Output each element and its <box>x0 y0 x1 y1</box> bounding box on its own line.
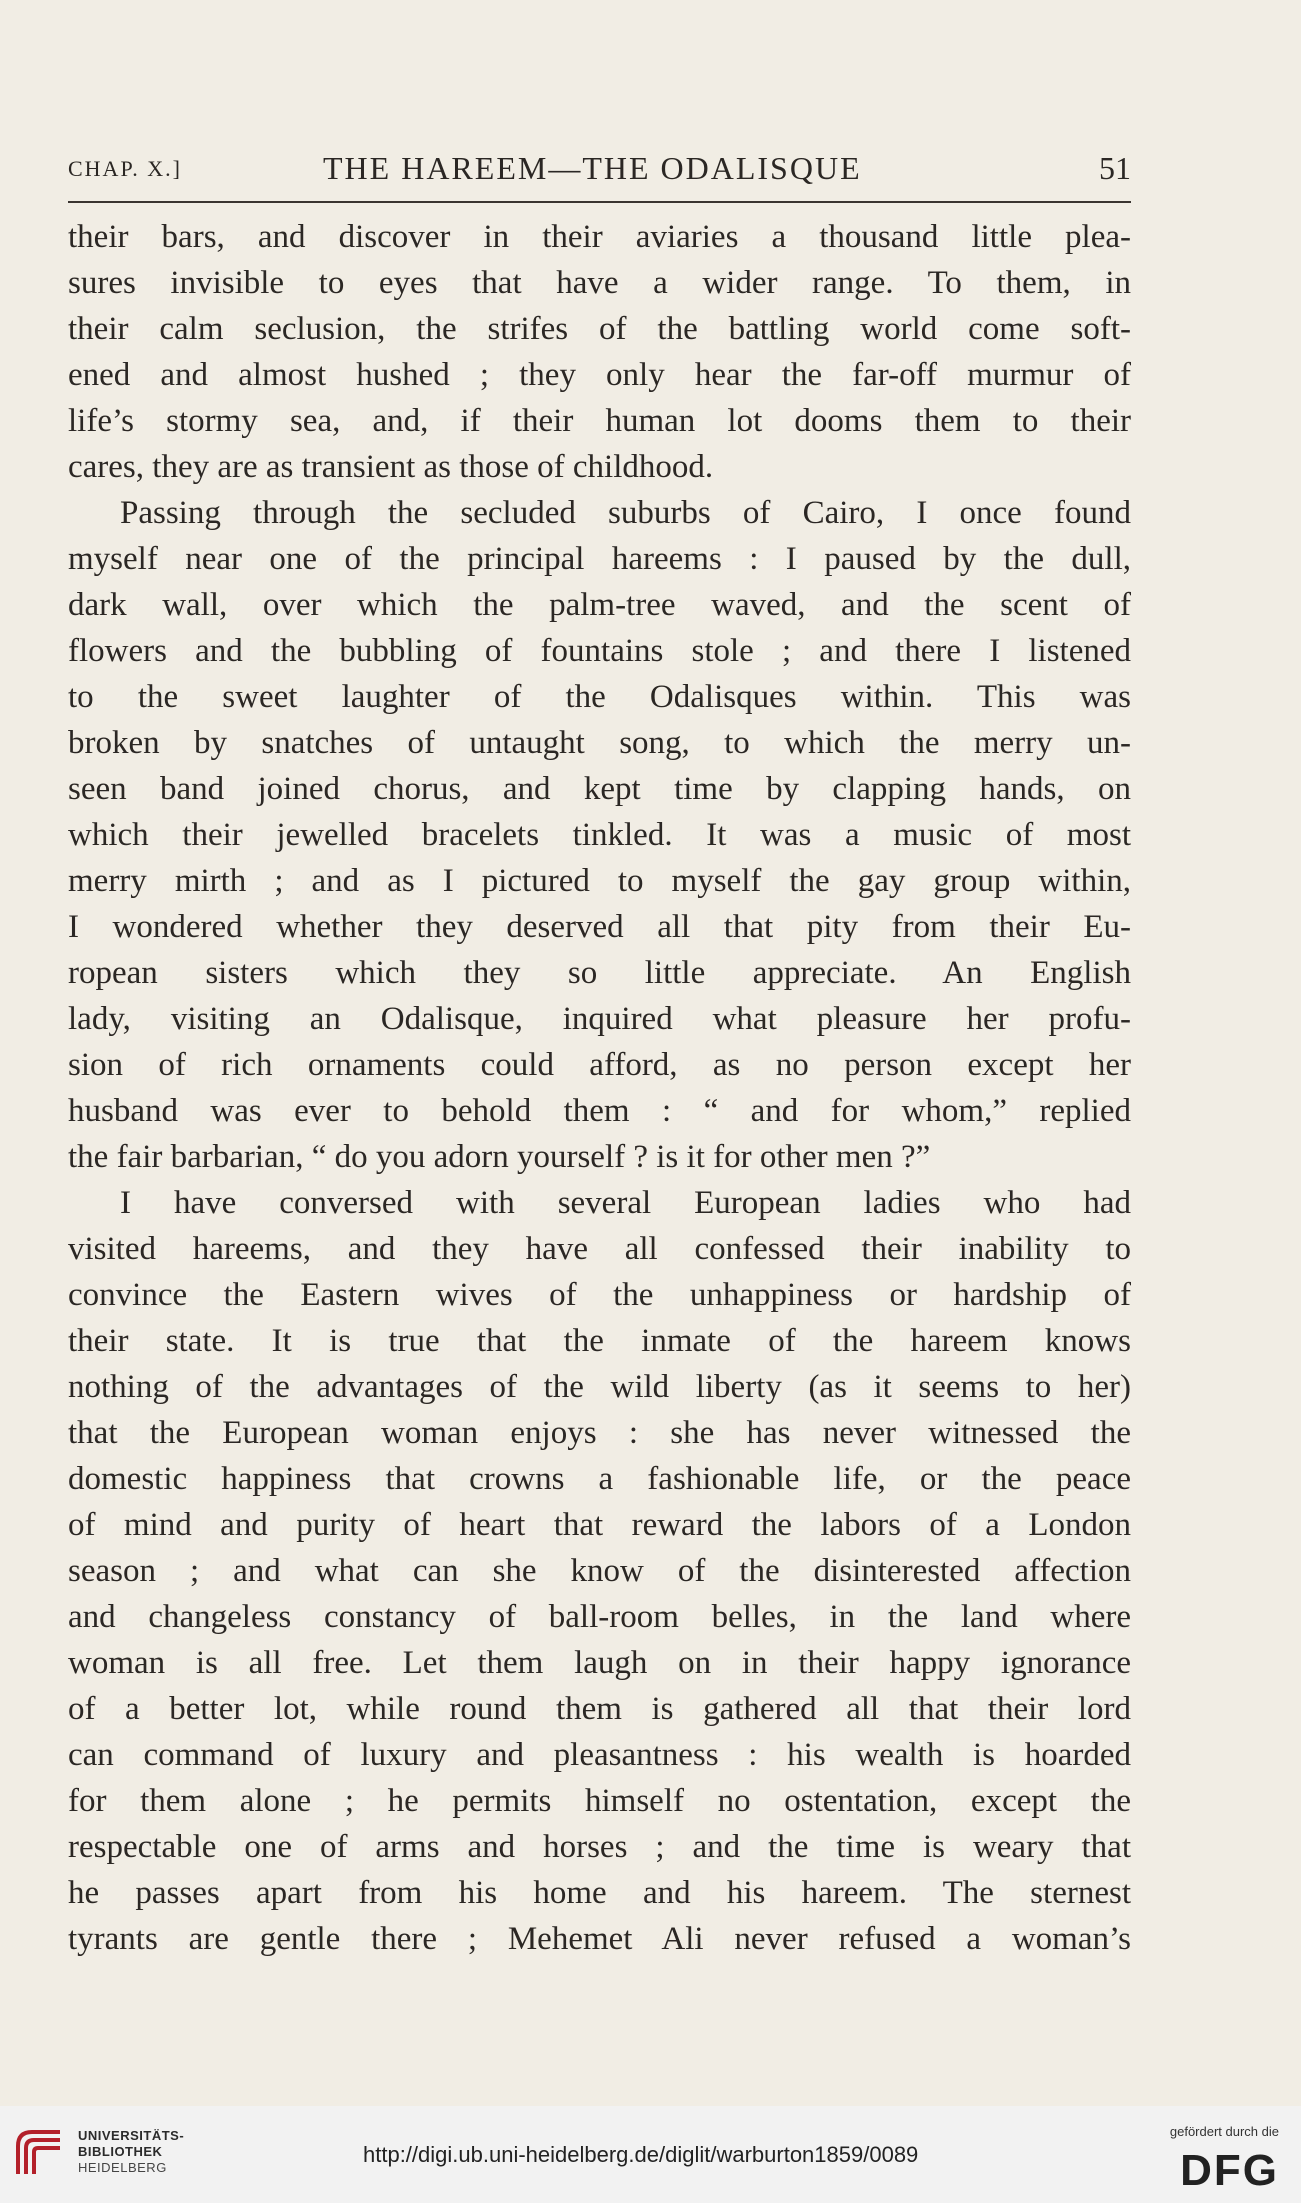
text-line: dark wall, over which the palm-tree waved, and the scent of <box>68 587 1131 623</box>
body-text <box>68 214 1131 1962</box>
header-rule <box>68 201 1131 203</box>
chapter-label: CHAP. X.] <box>68 156 182 181</box>
text-line: ropean sisters which they so little appreciate. An English <box>68 955 1131 991</box>
text-line: myself near one of the principal hareems : I paused by the dull, <box>68 541 1131 577</box>
library-name <box>78 2128 184 2176</box>
text-line: nothing of the advantages of the wild liberty (as it seems to her) <box>68 1369 1131 1405</box>
text-line: for them alone ; he permits himself no ostentation, except the <box>68 1783 1131 1819</box>
running-header <box>68 150 1131 194</box>
text-line: merry mirth ; and as I pictured to myself the gay group within, <box>68 863 1131 899</box>
text-line: lady, visiting an Odalisque, inquired what pleasure her profu- <box>68 1001 1131 1037</box>
library-name-line: HEIDELBERG <box>78 2160 167 2175</box>
text-line: I wondered whether they deserved all that pity from their Eu- <box>68 909 1131 945</box>
text-line: respectable one of arms and horses ; and the time is weary that <box>68 1829 1131 1865</box>
text-line: visited hareems, and they have all confessed their inability to <box>68 1231 1131 1267</box>
university-library-logo-icon <box>12 2124 68 2180</box>
text-line: woman is all free. Let them laugh on in their happy ignorance <box>68 1645 1131 1681</box>
running-title: THE HAREEM—THE ODALISQUE <box>323 150 862 186</box>
text-line: cares, they are as transient as those of childhood. <box>68 449 714 485</box>
text-line: sures invisible to eyes that have a wider range. To them, in <box>68 265 1131 301</box>
paragraph-start-line: Passing through the secluded suburbs of Cairo, I once found <box>120 495 1131 531</box>
text-line: of a better lot, while round them is gathered all that their lord <box>68 1691 1131 1727</box>
text-line: husband was ever to behold them : “ and for whom,” replied <box>68 1093 1131 1129</box>
text-line: their calm seclusion, the strifes of the battling world come soft- <box>68 311 1131 347</box>
page-number: 51 <box>1099 150 1131 186</box>
text-line: tyrants are gentle there ; Mehemet Ali never refused a woman’s <box>68 1921 1131 1957</box>
text-line: that the European woman enjoys : she has never witnessed the <box>68 1415 1131 1451</box>
text-line: life’s stormy sea, and, if their human lot dooms them to their <box>68 403 1131 439</box>
text-line: their state. It is true that the inmate of the hareem knows <box>68 1323 1131 1359</box>
text-line: the fair barbarian, “ do you adorn yourself ? is it for other men ?” <box>68 1139 931 1175</box>
text-line: to the sweet laughter of the Odalisques within. This was <box>68 679 1131 715</box>
sponsor-label: gefördert durch die <box>1169 2124 1279 2139</box>
library-name-line: UNIVERSITÄTS- <box>78 2128 185 2143</box>
permalink-url[interactable]: http://digi.ub.uni-heidelberg.de/diglit/warburton1859/0089 <box>363 2142 919 2167</box>
digitization-footer <box>0 2106 1301 2203</box>
text-line: ened and almost hushed ; they only hear the far-off murmur of <box>68 357 1131 393</box>
text-line: their bars, and discover in their aviaries a thousand little plea- <box>68 219 1131 255</box>
text-line: and changeless constancy of ball-room belles, in the land where <box>68 1599 1131 1635</box>
text-line: he passes apart from his home and his hareem. The sternest <box>68 1875 1131 1911</box>
text-line: convince the Eastern wives of the unhappiness or hardship of <box>68 1277 1131 1313</box>
text-line: of mind and purity of heart that reward the labors of a London <box>68 1507 1131 1543</box>
text-line: broken by snatches of untaught song, to which the merry un- <box>68 725 1131 761</box>
text-line: which their jewelled bracelets tinkled. It was a music of most <box>68 817 1131 853</box>
text-line: can command of luxury and pleasantness : his wealth is hoarded <box>68 1737 1131 1773</box>
paragraph-start-line: I have conversed with several European ladies who had <box>120 1185 1131 1221</box>
dfg-logo: DFG <box>1180 2146 1279 2195</box>
text-line: domestic happiness that crowns a fashionable life, or the peace <box>68 1461 1131 1497</box>
text-line: season ; and what can she know of the disinterested affection <box>68 1553 1131 1589</box>
text-line: flowers and the bubbling of fountains stole ; and there I listened <box>68 633 1131 669</box>
text-line: sion of rich ornaments could afford, as no person except her <box>68 1047 1131 1083</box>
library-name-line: BIBLIOTHEK <box>78 2144 163 2159</box>
text-line: seen band joined chorus, and kept time by clapping hands, on <box>68 771 1131 807</box>
